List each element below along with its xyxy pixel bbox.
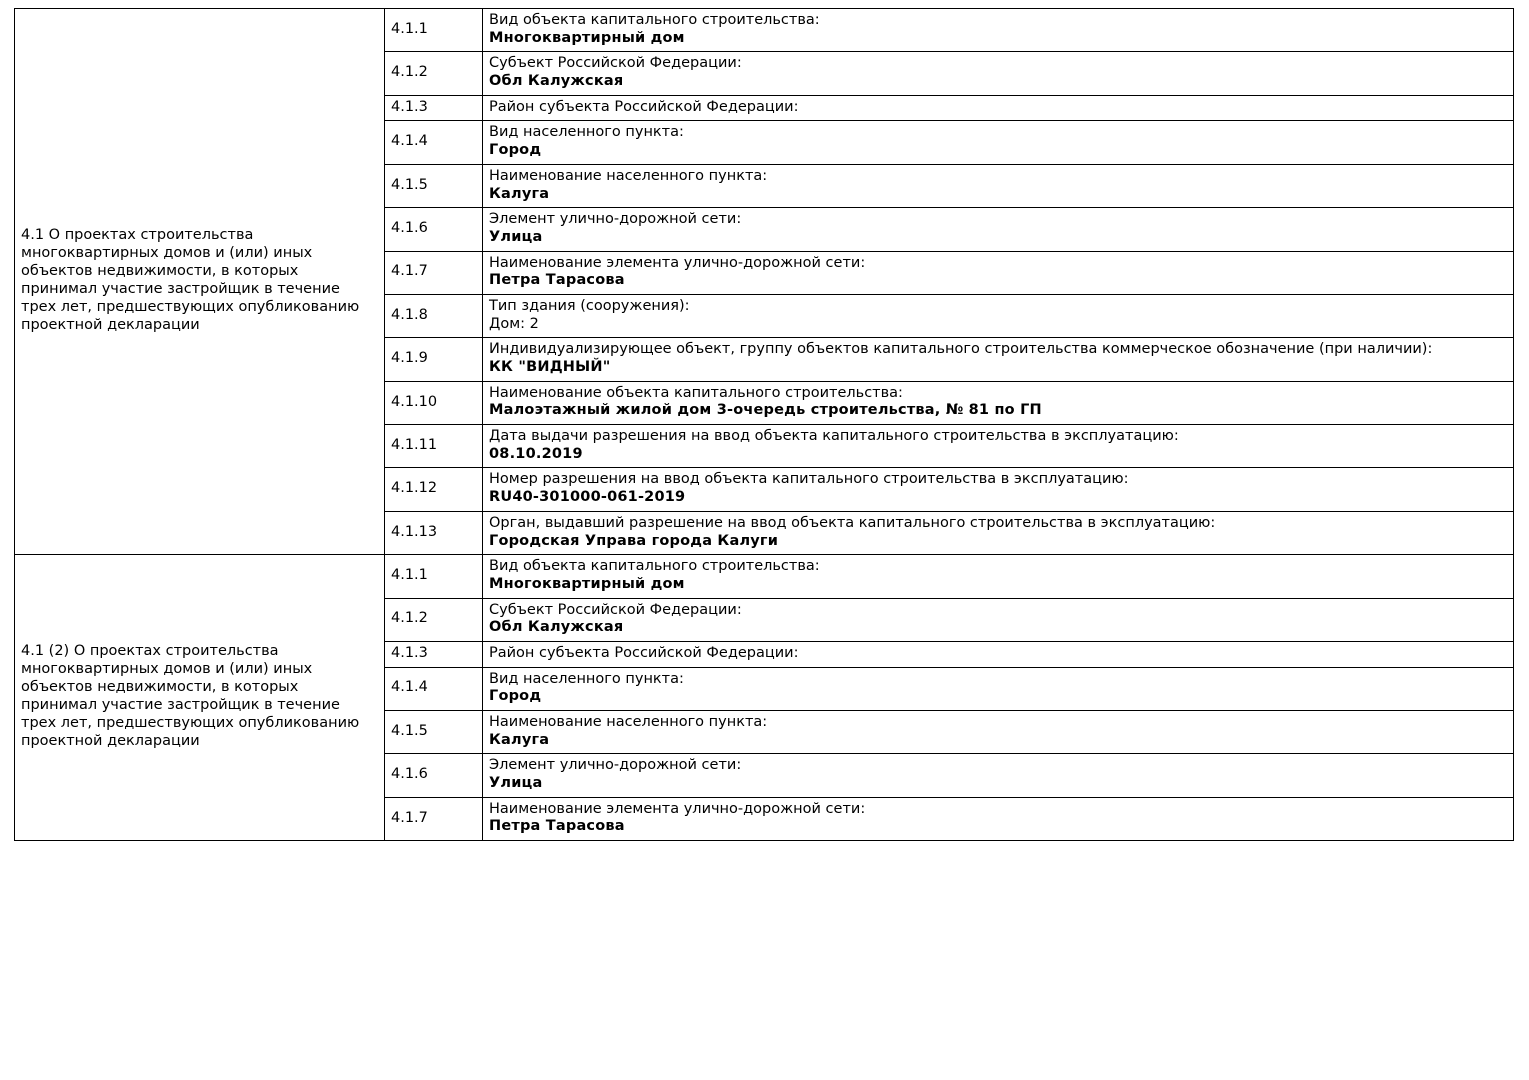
row-label: Наименование населенного пункта: — [489, 714, 768, 730]
row-value: Малоэтажный жилой дом 3-очередь строительства, № 81 по ГП — [489, 402, 1042, 419]
row-value: Петра Тарасова — [489, 818, 625, 835]
row-label: Орган, выдавший разрешение на ввод объекта капитального строительства в эксплуатацию: — [489, 514, 1216, 531]
row-content — [483, 338, 1514, 381]
row-code: 4.1.7 — [385, 251, 483, 294]
row-value: Петра Тарасова — [489, 272, 625, 289]
row-label: Дата выдачи разрешения на ввод объекта капитального строительства в эксплуатацию: — [489, 428, 1179, 445]
row-code: 4.1.6 — [385, 754, 483, 797]
row-code: 4.1.8 — [385, 294, 483, 337]
row-code: 4.1.2 — [385, 598, 483, 641]
row-value: RU40-301000-061-2019 — [489, 489, 686, 506]
row-code: 4.1.5 — [385, 711, 483, 754]
row-label: Район субъекта Российской Федерации: — [489, 98, 799, 115]
row-content — [483, 381, 1514, 424]
row-content — [483, 711, 1514, 754]
row-code: 4.1.3 — [385, 641, 483, 667]
row-value: Обл Калужская — [489, 73, 624, 90]
row-value: Многоквартирный дом — [489, 29, 685, 46]
row-value: КК "ВИДНЫЙ" — [489, 359, 611, 375]
row-label: Номер разрешения на ввод объекта капитального строительства в эксплуатацию: — [489, 471, 1129, 488]
row-label: Элемент улично-дорожной сети: — [489, 211, 742, 228]
row-code: 4.1.1 — [385, 555, 483, 598]
section-title-cell — [15, 9, 385, 555]
row-code: 4.1.2 — [385, 52, 483, 95]
section-title-cell — [15, 555, 385, 841]
row-code: 4.1.10 — [385, 381, 483, 424]
row-value: Городская Управа города Калуги — [489, 532, 779, 549]
row-content — [483, 95, 1514, 121]
row-content — [483, 468, 1514, 511]
row-label: Наименование объекта капитального строительства: — [489, 384, 903, 401]
row-value: Город — [489, 142, 542, 159]
row-value: Калуга — [489, 185, 550, 202]
row-value: Многоквартирный дом — [489, 575, 685, 592]
row-content — [483, 555, 1514, 598]
row-content — [483, 754, 1514, 797]
row-content — [483, 641, 1514, 667]
row-content — [483, 294, 1514, 337]
row-code: 4.1.3 — [385, 95, 483, 121]
row-code: 4.1.13 — [385, 511, 483, 554]
row-label: Тип здания (сооружения): — [489, 297, 690, 314]
row-code: 4.1.12 — [385, 468, 483, 511]
row-content — [483, 251, 1514, 294]
row-label: Субъект Российской Федерации: — [489, 601, 742, 618]
row-code: 4.1.7 — [385, 797, 483, 840]
row-content — [483, 121, 1514, 164]
row-content — [483, 164, 1514, 207]
row-label: Субъект Российской Федерации: — [489, 55, 742, 72]
row-label: Наименование элемента улично-дорожной сети: — [489, 254, 866, 271]
row-content — [483, 797, 1514, 840]
row-code: 4.1.6 — [385, 208, 483, 251]
row-value: Улица — [489, 228, 543, 245]
row-value: Калуга — [489, 731, 550, 748]
row-value: Обл Калужская — [489, 619, 624, 636]
row-content — [483, 598, 1514, 641]
row-code: 4.1.4 — [385, 667, 483, 710]
row-label: Вид объекта капитального строительства: — [489, 12, 820, 28]
section-title: 4.1 О проектах строительства многоквартирных домов и (или) иных объектов недвижимости, в которых принимал участие застройщик в течение трех лет, предшествующих опубликованию проектной декларации — [21, 227, 360, 334]
row-content — [483, 208, 1514, 251]
row-label: Район субъекта Российской Федерации: — [489, 644, 799, 661]
row-value: Дом: 2 — [489, 315, 539, 332]
row-code: 4.1.11 — [385, 425, 483, 468]
section-title: 4.1 (2) О проектах строительства многоквартирных домов и (или) иных объектов недвижимости, в которых принимал участие застройщик в течение трех лет, предшествующих опубликованию проектной декларации — [21, 643, 360, 750]
row-code: 4.1.1 — [385, 9, 483, 52]
row-content — [483, 9, 1514, 52]
row-label: Вид населенного пункта: — [489, 670, 684, 687]
row-label: Вид объекта капитального строительства: — [489, 558, 820, 575]
row-code: 4.1.4 — [385, 121, 483, 164]
row-code: 4.1.9 — [385, 338, 483, 381]
row-value: Город — [489, 688, 542, 705]
row-value: Улица — [489, 775, 543, 792]
row-label: Наименование населенного пункта: — [489, 167, 768, 184]
project-declaration-table — [14, 8, 1514, 841]
row-label: Индивидуализирующее объект, группу объектов капитального строительства коммерческое обозначение (при наличии): — [489, 341, 1433, 358]
row-value: 08.10.2019 — [489, 445, 583, 462]
row-code: 4.1.5 — [385, 164, 483, 207]
row-content — [483, 511, 1514, 554]
row-content — [483, 425, 1514, 468]
row-content — [483, 52, 1514, 95]
row-label: Элемент улично-дорожной сети: — [489, 757, 742, 774]
table-row — [15, 9, 1514, 52]
row-content — [483, 667, 1514, 710]
row-label: Наименование элемента улично-дорожной сети: — [489, 800, 866, 817]
table-row — [15, 555, 1514, 598]
row-label: Вид населенного пункта: — [489, 124, 684, 141]
